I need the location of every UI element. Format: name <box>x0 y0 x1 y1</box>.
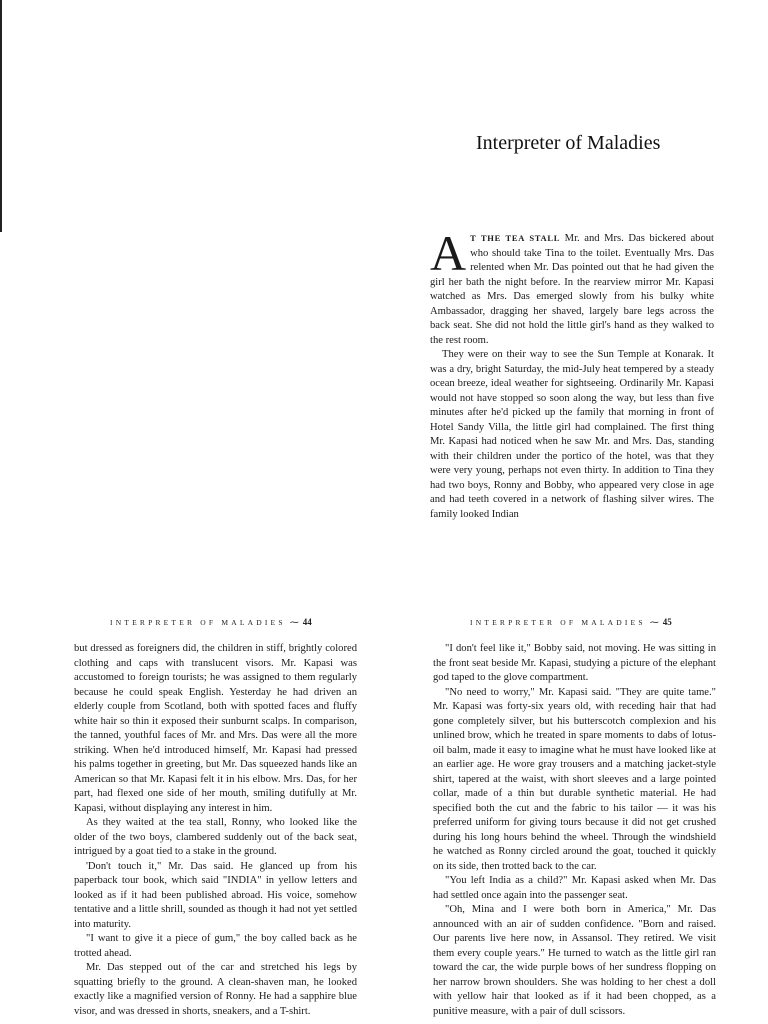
drop-cap: A <box>430 225 467 281</box>
left-paragraph: 'Don't touch it," Mr. Das said. He glanced up from his paperback tour book, which said "INDIA" in yellow letters and looked as if it had been published abroad. His voice, somehow tentative and a little shrill, sounded as though it had not yet settled into maturity. <box>74 860 357 930</box>
story-title: Interpreter of Maladies <box>476 132 661 154</box>
right-paragraph: "You left India as a child?" Mr. Kapasi asked when Mr. Das had settled once again into the passenger seat. <box>433 875 716 901</box>
second-paragraph: They were on their way to see the Sun Temple at Konarak. It was a dry, bright Saturday, the mid-July heat tempered by a steady ocean breeze, ideal weather for sightseeing. Ordinarily Mr. Kapasi would not have stopped so soon along the way, but less than five minutes after he'd picked up the family that morning in front of Hotel Sandy Villa, the little girl had complained. The first thing Mr. Kapasi had noticed when he saw Mr. and Mrs. Das, standing with their children under the portico of the hotel, was that they were very young, perhaps not even thirty. In addition to Tina they had two boys, Ronny and Bobby, who appeared very close in age and had teeth covered in a network of flashing silver wires. The family looked Indian <box>430 349 714 520</box>
left-paragraph: Mr. Das stepped out of the car and stretched his legs by squatting briefly to the ground. A clean-shaven man, he looked exactly like a magnified version of Ronny. He had a sapphire blue visor, and was dressed in shorts, sneakers, and a T-shirt. <box>74 962 357 1017</box>
opening-paragraph <box>430 225 714 348</box>
left-page-text <box>74 642 357 1019</box>
right-paragraph: "No need to worry," Mr. Kapasi said. "They are quite tame." Mr. Kapasi was forty-six years old, with receding hair that had gone completely silver, but his butterscotch complexion and his unlined brow, which he treated in spare moments to dabs of lotus-oil balm, made it easy to imagine what he must have looked like at an earlier age. He wore gray trousers and a matching jacket-style shirt, tapered at the waist, with short sleeves and a large pointed collar, made of a thin but durable synthetic material. He had specified both the cut and the fabric to his tailor — it was his preferred uniform for giving tours because it did not get crushed during his long hours behind the wheel. Through the windshield he watched as Ronny circled around the goat, touched it quickly on its side, then trotted back to the car. <box>433 686 717 872</box>
opening-small-caps: T THE TEA STALL <box>470 233 561 243</box>
right-page-text <box>433 642 716 1019</box>
opening-paragraph-text: Mr. and Mrs. Das bickered about who should take Tina to the toilet. Eventually Mrs. Das relented when Mr. Das pointed out that he had given the girl her bath the night before. In the rearview mirror Mr. Kapasi watched as Mrs. Das emerged slowly from his bulky white Ambassador, dragging her shaved, largely bare legs across the back seat. She did not hold the little girl's hand as they walked to the rest room. <box>430 233 714 346</box>
left-paragraph: but dressed as foreigners did, the children in stiff, brightly colored clothing and caps with translucent visors. Mr. Kapasi was accustomed to foreign tourists; he was assigned to them regularly because he could speak English. Yesterday he had driven an elderly couple from Scotland, both with spotted faces and fluffy white hair so thin it exposed their sunburnt scalps. In comparison, the tanned, youthful faces of Mr. and Mrs. Das were all the more striking. When he'd introduced himself, Mr. Kapasi had pressed his palms together in greeting, but Mr. Das squeezed hands like an American so that Mr. Kapasi felt it in his elbow. Mrs. Das, for her part, had flexed one side of her mouth, smiling dutifully at Mr. Kapasi, without displaying any interest in him. <box>74 643 357 814</box>
left-page-number: 44 <box>302 617 312 627</box>
right-running-head <box>470 617 672 628</box>
opening-text-block <box>430 225 714 522</box>
left-running-head <box>110 617 312 628</box>
right-page-number: 45 <box>662 617 672 627</box>
left-ornament-mark: ⁓ <box>289 617 299 627</box>
right-ornament-mark: ⁓ <box>649 617 659 627</box>
left-running-title: INTERPRETER OF MALADIES <box>110 618 286 627</box>
right-paragraph: "Oh, Mina and I were both born in America," Mr. Das announced with an air of sudden confidence. "Born and raised. Our parents live here now, in Assansol. They retired. We visit them every couple years." He turned to watch as the little girl ran toward the car, the wide purple bows of her sundress flopping on her narrow brown shoulders. She was holding to her chest a doll with yellow hair that looked as if it had been chopped, as a punitive measure, with a pair of dull scissors. <box>433 904 716 1017</box>
book-spine-edge <box>0 0 2 232</box>
right-running-title: INTERPRETER OF MALADIES <box>470 618 646 627</box>
left-paragraph: "I want to give it a piece of gum," the boy called back as he trotted ahead. <box>74 933 357 959</box>
right-paragraph: "I don't feel like it," Bobby said, not moving. He was sitting in the front seat beside Mr. Kapasi, studying a picture of the elephant god taped to the glove compartment. <box>433 643 716 683</box>
left-paragraph: As they waited at the tea stall, Ronny, who looked like the older of the two boys, clambered suddenly out of the back seat, intrigued by a goat tied to a stake in the ground. <box>74 817 357 857</box>
